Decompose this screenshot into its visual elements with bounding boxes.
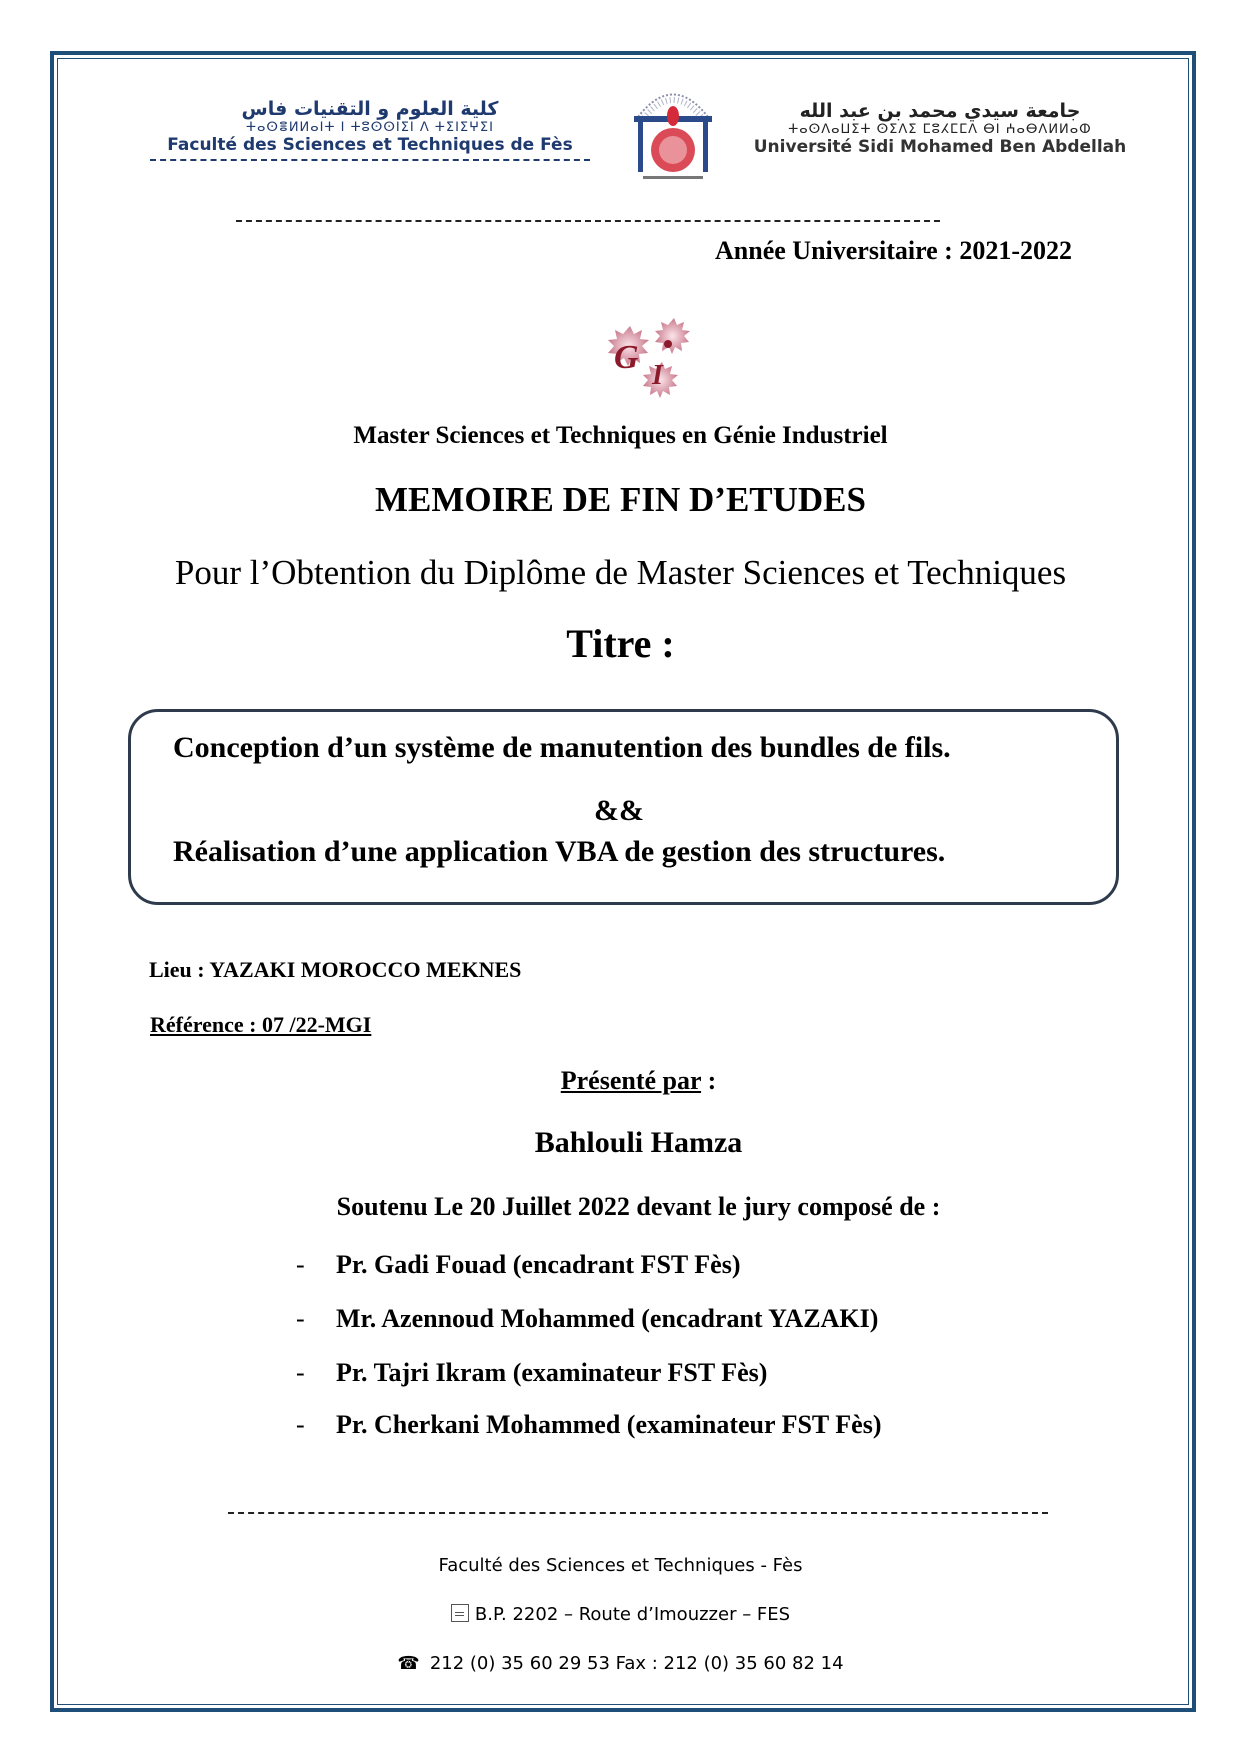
telephone-icon: ☎: [397, 1653, 420, 1674]
footer-separator: [228, 1512, 1048, 1514]
jury-member-name: Pr. Gadi Fouad (encadrant FST Fès): [336, 1250, 741, 1279]
footer-phone: [0, 1653, 1241, 1674]
presented-by-label: Présenté par: [560, 1066, 702, 1095]
jury-member: [296, 1304, 882, 1358]
usmba-header: [740, 100, 1140, 157]
usmba-french: Université Sidi Mohamed Ben Abdellah: [753, 137, 1127, 157]
footer-address: [0, 1604, 1241, 1625]
jury-list: [296, 1250, 882, 1462]
fst-arabic: كلية العلوم و التقنيات فاس: [241, 98, 499, 120]
presented-by: [0, 1066, 1241, 1096]
svg-text:I: I: [652, 360, 663, 391]
author-name: Bahlouli Hamza: [534, 1126, 743, 1159]
svg-text:G: G: [614, 339, 639, 376]
master-program: Master Sciences et Techniques en Génie Industriel: [353, 422, 888, 449]
lieu: Lieu : YAZAKI MOROCCO MEKNES: [149, 957, 522, 982]
memoire-heading: MEMOIRE DE FIN D’ETUDES: [374, 480, 866, 519]
jury-member-name: Pr. Cherkani Mohammed (examinateur FST Fès): [336, 1410, 882, 1439]
jury-member-name: Pr. Tajri Ikram (examinateur FST Fès): [336, 1358, 768, 1387]
usmba-arabic: جامعة سيدي محمد بن عبد الله: [799, 100, 1081, 122]
defense-line: Soutenu Le 20 Juillet 2022 devant le jury composé de :: [336, 1192, 941, 1221]
footer-address-text: B.P. 2202 – Route d’Imouzzer – FES: [474, 1604, 791, 1625]
obtention-line: Pour l’Obtention du Diplôme de Master Sciences et Techniques: [174, 553, 1067, 592]
jury-member: [296, 1410, 882, 1462]
footer-faculty: Faculté des Sciences et Techniques - Fès: [438, 1555, 803, 1576]
usmba-tifinagh: ⵜⴰⵙⴷⴰⵡⵉⵜ ⵙⵉⴷⵉ ⵎⵓⵃⵎⵎⴷ ⴱⵏ ⵄⴰⴱⴷⵍⵍⴰⵀ: [788, 122, 1092, 137]
fst-tifinagh: ⵜⴰⵙⴻⵍⵍⴰⵏⵜ ⵏ ⵜⵓⵙⵙⵏⵉⵏ ⴷ ⵜⵉⵏⵉⵖⵉⵏ: [246, 120, 494, 135]
presented-by-colon: :: [701, 1066, 717, 1095]
jury-member: [296, 1358, 882, 1410]
academic-year: Année Universitaire : 2021-2022: [715, 236, 1072, 265]
titre-label: Titre :: [566, 621, 675, 666]
thesis-title-separator: &&: [594, 794, 644, 827]
bullet: -: [296, 1410, 305, 1439]
bullet: -: [296, 1250, 305, 1279]
fst-header: [140, 98, 600, 161]
bullet: -: [296, 1304, 305, 1333]
footer-phone-text: 212 (0) 35 60 29 53 Fax : 212 (0) 35 60 82 14: [429, 1653, 844, 1674]
thesis-title-line2: Réalisation d’une application VBA de gestion des structures.: [173, 835, 946, 868]
bullet: -: [296, 1358, 305, 1387]
jury-member-name: Mr. Azennoud Mohammed (encadrant YAZAKI): [336, 1304, 879, 1333]
mailbox-icon: [451, 1604, 469, 1622]
gi-logo-icon: [600, 318, 700, 402]
fst-french: Faculté des Sciences et Techniques de Fès: [167, 135, 573, 155]
university-emblem-icon: [628, 72, 718, 184]
header-separator: [236, 220, 940, 222]
jury-member: [296, 1250, 882, 1304]
thesis-title-line1: Conception d’un système de manutention des bundles de fils.: [173, 731, 951, 764]
reference: Référence : 07 /22-MGI: [150, 1012, 372, 1037]
